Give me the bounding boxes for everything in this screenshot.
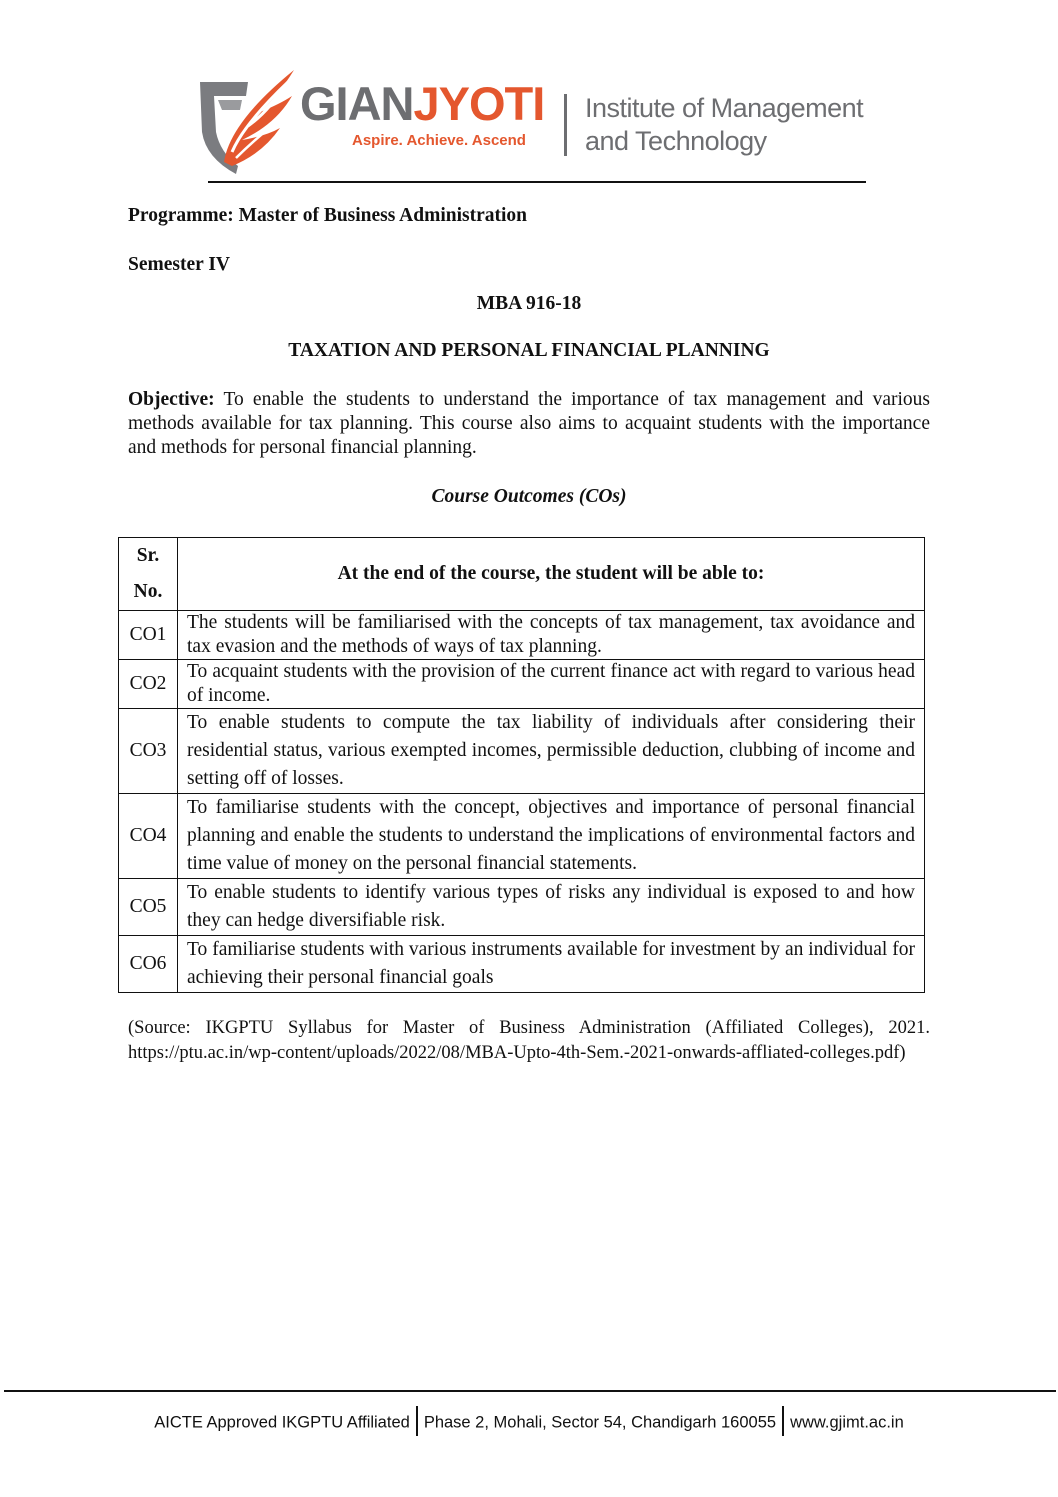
table-header-sr-line2: No. [133,581,163,602]
co-description: To acquaint students with the provision of the current finance act with regard to various head of income. [178,660,925,709]
shield-wing-icon [196,66,298,176]
course-code: MBA 916-18 [476,293,582,314]
co-description: To enable students to compute the tax liability of individuals after considering their residential status, various exempted incomes, permissible deduction, clubbing of income and setting off of losses. [178,709,925,794]
table-row [119,709,925,794]
co-code: CO2 [119,660,178,709]
co-code: CO4 [119,794,178,879]
table-row [119,936,925,993]
footer-website: www.gjimt.ac.in [790,1413,904,1432]
brand-name [300,78,544,130]
co-code: CO1 [119,611,178,660]
institute-logo [196,64,866,176]
table-header-sr-no [119,538,178,611]
co-description: To enable students to identify various types of risks any individual is exposed to and how they can hedge diversifiable risk. [178,879,925,936]
objective-paragraph [128,388,930,460]
semester-line: Semester IV [128,254,230,275]
footer-affiliation: AICTE Approved IKGPTU Affiliated [154,1413,410,1432]
brand-wordmark [300,78,544,149]
brand-tagline: Aspire. Achieve. Ascend [352,132,526,149]
table-row [119,611,925,660]
table-header-row [119,538,925,611]
table-row [119,794,925,879]
objective-text: To enable the students to understand the importance of tax management and various methods available for tax planning. This course also aims to acquaint students with the importance and methods for personal financial planning. [128,389,930,458]
co-code: CO3 [119,709,178,794]
logo-divider [564,94,567,156]
co-code: CO5 [119,879,178,936]
objective-label: Objective: [128,389,215,410]
footer-address: Phase 2, Mohali, Sector 54, Chandigarh 160055 [423,1413,777,1432]
source-note: (Source: IKGPTU Syllabus for Master of Business Administration (Affiliated Colleges), 2021. https://ptu.ac.in/wp-content/uploads/2022/08/MBA-Upto-4th-Sem.-2021-onwards-affliated-colleges.pdf) [128,1018,930,1063]
table-row [119,879,925,936]
co-description: To familiarise students with various instruments available for investment by an individual for achieving their personal financial goals [178,936,925,993]
co-description: To familiarise students with the concept, objectives and importance of personal financial planning and enable the students to understand the implications of environmental factors and time value of money on the personal financial statements. [178,794,925,879]
course-title: TAXATION AND PERSONAL FINANCIAL PLANNING [288,340,770,361]
footer [0,1408,1058,1438]
table-header-sr-line1: Sr. [136,545,160,566]
footer-divider [4,1390,1056,1392]
co-description: The students will be familiarised with the concepts of tax management, tax avoidance and tax evasion and the methods of ways of tax planning. [178,611,925,660]
co-code: CO6 [119,936,178,993]
table-header-outcome: At the end of the course, the student will be able to: [178,538,925,611]
institute-name [585,92,863,158]
table-row [119,660,925,709]
programme-line: Programme: Master of Business Administration [128,205,527,226]
footer-separator [416,1406,418,1436]
course-outcomes-heading: Course Outcomes (COs) [431,486,627,507]
institute-name-line2: and Technology [585,126,767,156]
brand-name-jyoti: JYOTI [413,77,545,130]
header-divider [208,181,866,183]
brand-name-gian: GIAN [300,77,414,130]
footer-separator [782,1406,784,1436]
course-outcomes-table [118,537,925,993]
institute-name-line1: Institute of Management [585,93,864,123]
